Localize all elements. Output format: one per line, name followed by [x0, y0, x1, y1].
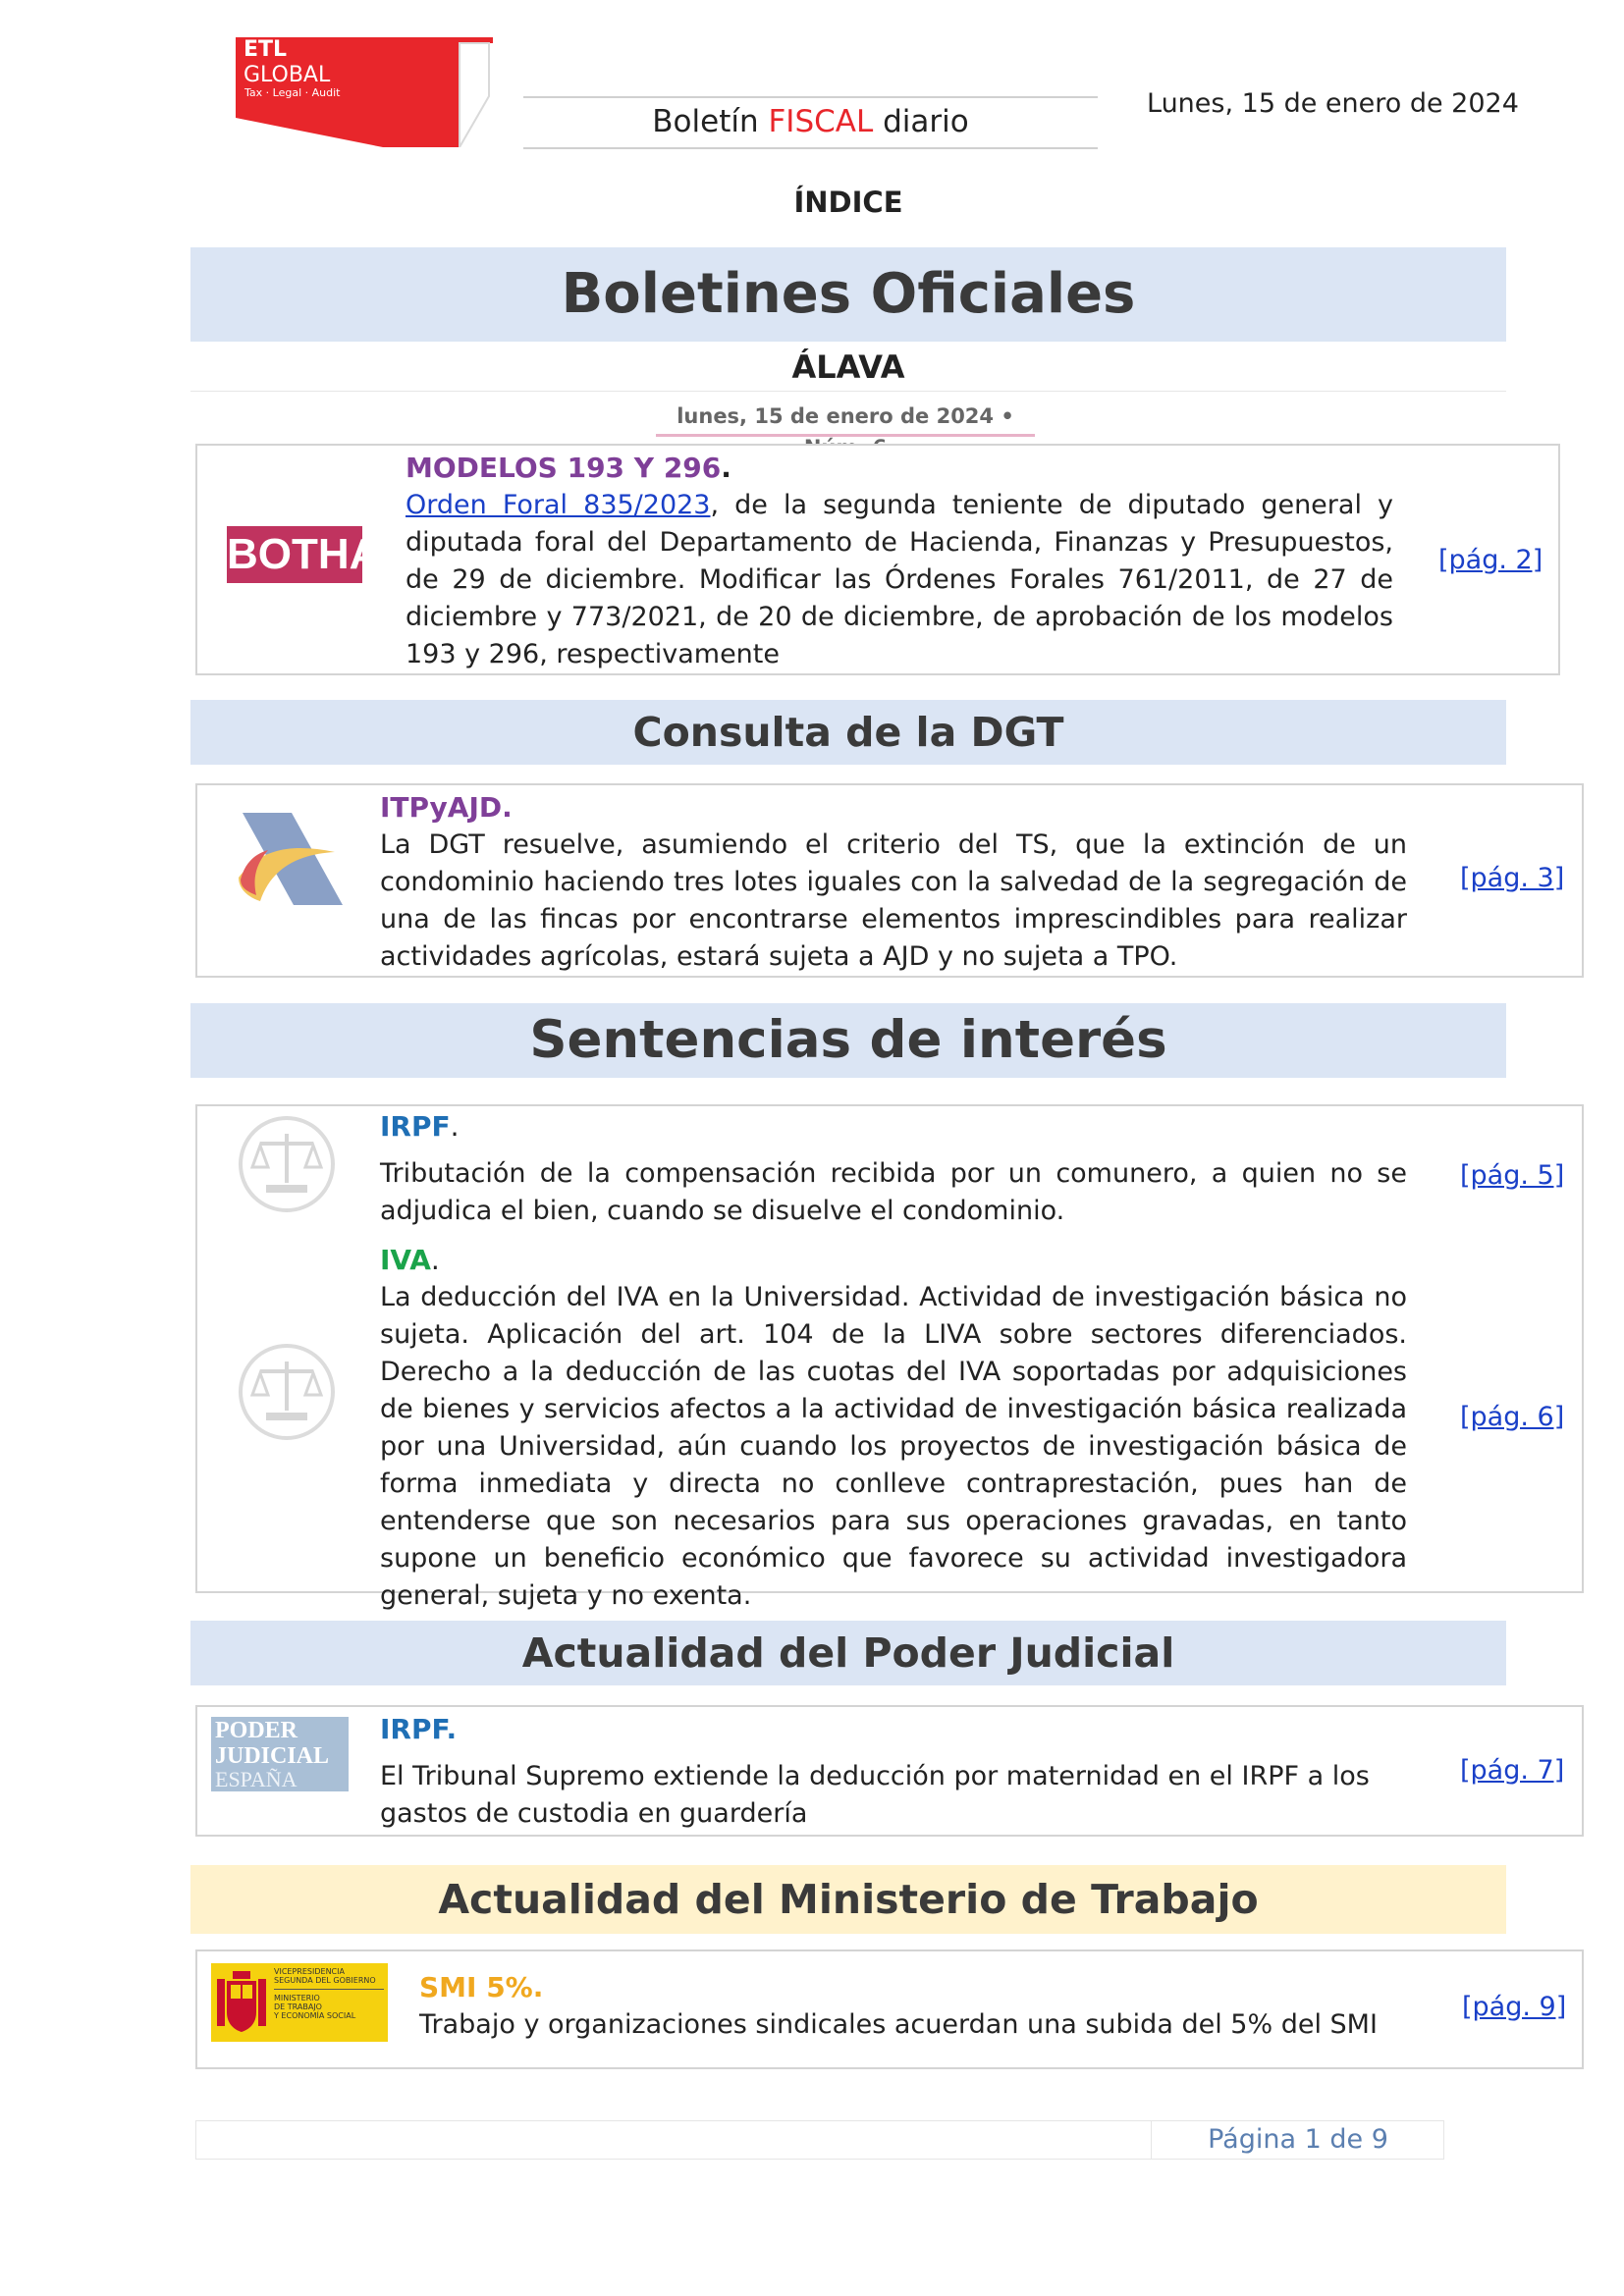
item-description: Orden Foral 835/2023, de la segunda teniente de diputado general y diputada foral del Departamento de Hacienda, Finanzas y Presupuestos, de 29 de diciembre. Modificar las Órdenes Forales 761/2011, de 27 de diciembre y 773/2021, de 20 de diciembre, de aprobación de los modelos 193 y 296, respectivamente [406, 490, 1394, 669]
item-card-sentencias [195, 1104, 1584, 1611]
divider [190, 391, 1506, 392]
agencia-tributaria-logo [233, 807, 349, 911]
page-ref-link[interactable]: [pág. 3] [1460, 863, 1565, 893]
item-card-modelos [195, 444, 1560, 675]
item-description: El Tribunal Supremo extiende la deducción por maternidad en el IRPF a los gastos de custodia en guardería [380, 1761, 1370, 1829]
item-description: Trabajo y organizaciones sindicales acuerdan una subida del 5% del SMI [419, 2009, 1378, 2040]
item-description: Tributación de la compensación recibida por un comunero, a quien no se adjudica el bien, cuando se disuelve el condominio. [380, 1158, 1407, 1226]
coat-of-arms-icon [215, 1969, 268, 2036]
item-tag: MODELOS 193 Y 296. [406, 452, 731, 484]
item-description: La DGT resuelve, asumiendo el criterio del TS, que la extinción de un condominio haciendo tres lotes iguales con la salvedad de la segregación de una de las fincas por encontrarse elementos imprescindibles para realizar actividades agrícolas, estará sujeta a AJD y no sujeta a TPO. [380, 829, 1407, 972]
orden-foral-link[interactable]: Orden Foral 835/2023 [406, 490, 711, 520]
title-rule-top [523, 96, 1098, 98]
section-header-consulta-dgt: Consulta de la DGT [190, 700, 1506, 765]
item-description: La deducción del IVA en la Universidad. Actividad de investigación básica no sujeta. Aplicación del art. 104 de la LIVA sobre sectores diferenciados. Derecho a la deducción de las cuotas del IVA soportadas por adquisiciones de bienes y servicios afectos a la actividad de investigación básica realizada por una Universidad, aún cuando los proyectos de investigación básica de forma inmediata y directa no conlleve contraprestación, pues han de entenderse que son necesarios para sus operaciones gravadas, en tanto supone un beneficio económico que favorece su actividad investigadora general, sujeta y no exenta. [380, 1282, 1407, 1611]
item-tag: ITPyAJD. [380, 791, 513, 824]
gazette-issue-line: lunes, 15 de enero de 2024 • [677, 404, 1014, 428]
logo-subtext: GLOBAL [244, 63, 331, 87]
section-header-sentencias: Sentencias de interés [190, 1003, 1506, 1078]
bulletin-title-accent: FISCAL [768, 104, 874, 139]
item-tag: IRPF. [380, 1110, 460, 1143]
page-ref-link[interactable]: [pág. 7] [1460, 1755, 1565, 1786]
item-card-itpajd [195, 783, 1584, 978]
item-card-smi [195, 1949, 1584, 2069]
issue-date: Lunes, 15 de enero de 2024 [1147, 88, 1519, 119]
scales-of-justice-icon [237, 1342, 337, 1442]
botha-logo: BOTHA [227, 526, 362, 583]
page-ref-link[interactable]: [pág. 6] [1460, 1402, 1565, 1432]
province-heading: ÁLAVA [791, 348, 905, 386]
page-ref-link[interactable]: [pág. 9] [1462, 1992, 1567, 2022]
title-rule-bottom [523, 147, 1098, 149]
index-heading: ÍNDICE [793, 186, 903, 219]
logo-tagline: Tax · Legal · Audit [244, 86, 341, 99]
bulletin-title: Boletín FISCAL diario [652, 104, 969, 139]
page-ref-link[interactable]: [pág. 2] [1438, 545, 1543, 575]
logo-text: ETL [244, 37, 288, 62]
divider [656, 434, 1035, 437]
page-number: Página 1 de 9 [1208, 2124, 1388, 2155]
item-tag: SMI 5%. [419, 1971, 544, 2003]
item-tag: IRPF. [380, 1713, 458, 1745]
item-tag: IVA. [380, 1244, 440, 1276]
scales-of-justice-icon [237, 1114, 337, 1214]
section-header-ministerio-trabajo: Actualidad del Ministerio de Trabajo [190, 1865, 1506, 1934]
ministerio-trabajo-logo: VICEPRESIDENCIA SEGUNDA DEL GOBIERNO MINISTERIO DE TRABAJO Y ECONOMÍA SOCIAL [211, 1963, 388, 2042]
section-header-poder-judicial: Actualidad del Poder Judicial [190, 1621, 1506, 1685]
item-card-poder-judicial [195, 1705, 1584, 1837]
poder-judicial-logo: PODER JUDICIAL ESPAÑA [211, 1717, 349, 1791]
page-ref-link[interactable]: [pág. 5] [1460, 1160, 1565, 1191]
section-header-boletines: Boletines Oficiales [190, 247, 1506, 342]
